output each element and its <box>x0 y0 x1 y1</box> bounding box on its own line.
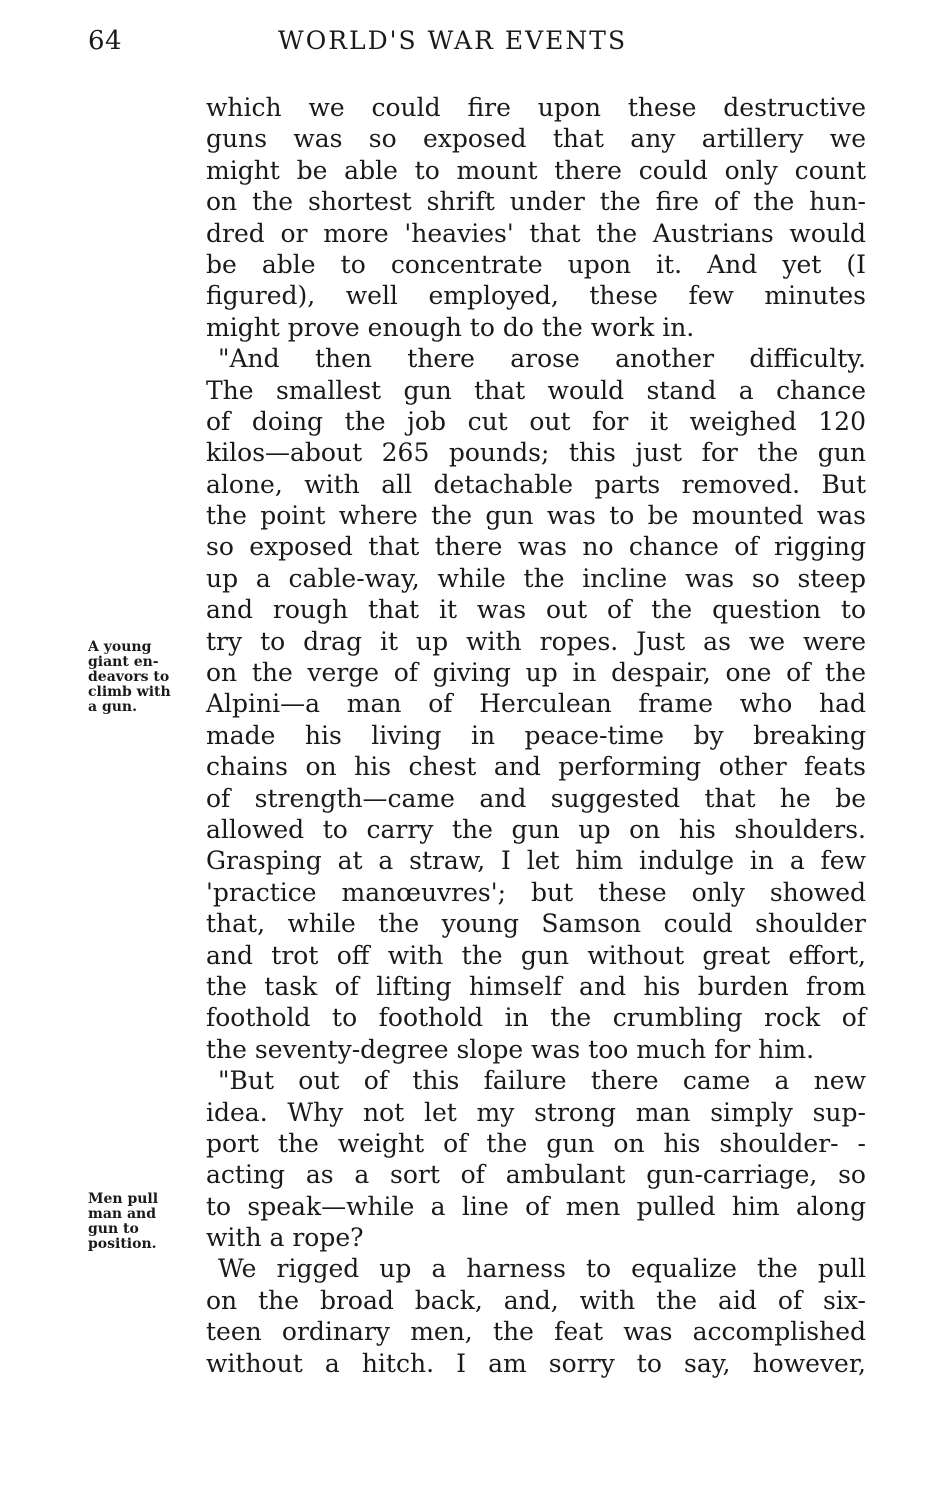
margin-note-line: climb with <box>88 684 171 700</box>
page-number: 64 <box>88 26 123 56</box>
page-header <box>88 26 868 66</box>
text-line: alone, with all detachable parts removed. But <box>206 469 866 499</box>
margin-note-line: Men pull <box>88 1191 159 1207</box>
text-line: and trot off with the gun without great effort, <box>206 940 866 970</box>
text-line: might prove enough to do the work in. <box>206 312 695 342</box>
text-line: "But out of this failure there came a new <box>218 1066 866 1096</box>
margin-note-line: gun to <box>88 1221 139 1237</box>
body-text <box>206 92 866 1379</box>
text-line: try to drag it up with ropes. Just as we were <box>206 626 866 656</box>
text-line: idea. Why not let my strong man simply sup- <box>206 1097 866 1127</box>
margin-note <box>88 640 198 715</box>
text-line: on the shortest shrift under the fire of the hun- <box>206 187 866 217</box>
text-line: of doing the job cut out for it weighed 120 <box>206 406 866 436</box>
text-line: with a rope? <box>206 1223 364 1253</box>
text-line: 'practice manœuvres'; but these only showed <box>206 877 866 907</box>
margin-note-line: A young <box>88 639 152 655</box>
text-line: acting as a sort of ambulant gun-carriage, so <box>206 1160 866 1190</box>
text-line: dred or more 'heavies' that the Austrians would <box>206 218 866 248</box>
margin-note-line: position. <box>88 1236 157 1252</box>
text-line: teen ordinary men, the feat was accomplished <box>206 1317 866 1347</box>
text-line: on the verge of giving up in despair, one of the <box>206 658 866 688</box>
text-line: and rough that it was out of the question to <box>206 595 866 625</box>
text-line: the point where the gun was to be mounted was <box>206 501 866 531</box>
text-line: up a cable-way, while the incline was so steep <box>206 563 866 593</box>
text-line: so exposed that there was no chance of rigging <box>206 532 866 562</box>
text-line: foothold to foothold in the crumbling rock of <box>206 1003 866 1033</box>
text-line: Alpini—a man of Herculean frame who had <box>206 689 866 719</box>
margin-note-line: giant en- <box>88 654 159 670</box>
text-line: allowed to carry the gun up on his shoulders. <box>206 814 866 844</box>
text-line: kilos—about 265 pounds; this just for the gun <box>206 438 866 468</box>
text-line: guns was so exposed that any artillery we <box>206 124 866 154</box>
text-line: port the weight of the gun on his shoulder- - <box>206 1128 866 1158</box>
text-line: on the broad back, and, with the aid of six- <box>206 1285 866 1315</box>
text-line: The smallest gun that would stand a chance <box>206 375 866 405</box>
text-line: "And then there arose another difficulty. <box>218 344 866 374</box>
margin-note <box>88 1192 198 1252</box>
text-line: which we could fire upon these destructive <box>206 93 866 122</box>
text-line: be able to concentrate upon it. And yet (I <box>206 249 866 279</box>
text-line: figured), well employed, these few minutes <box>206 281 866 311</box>
margin-note-line: man and <box>88 1206 156 1222</box>
text-line: made his living in peace-time by breaking <box>206 720 866 750</box>
running-title: WORLD'S WAR EVENTS <box>278 26 628 55</box>
text-line: the task of lifting himself and his burden from <box>206 971 866 1001</box>
text-line: of strength—came and suggested that he be <box>206 783 866 813</box>
margin-note-line: a gun. <box>88 699 137 715</box>
margin-note-line: deavors to <box>88 669 170 685</box>
text-line: Grasping at a straw, I let him indulge in a few <box>206 846 866 876</box>
text-line: to speak—while a line of men pulled him along <box>206 1191 866 1221</box>
text-line: without a hitch. I am sorry to say, however, <box>206 1348 866 1378</box>
text-line: that, while the young Samson could shoulder <box>206 909 866 939</box>
text-line: the seventy-degree slope was too much for him. <box>206 1034 815 1064</box>
text-line: might be able to mount there could only count <box>206 155 866 185</box>
text-line: chains on his chest and performing other feats <box>206 752 866 782</box>
text-line: We rigged up a harness to equalize the pull <box>218 1254 866 1284</box>
